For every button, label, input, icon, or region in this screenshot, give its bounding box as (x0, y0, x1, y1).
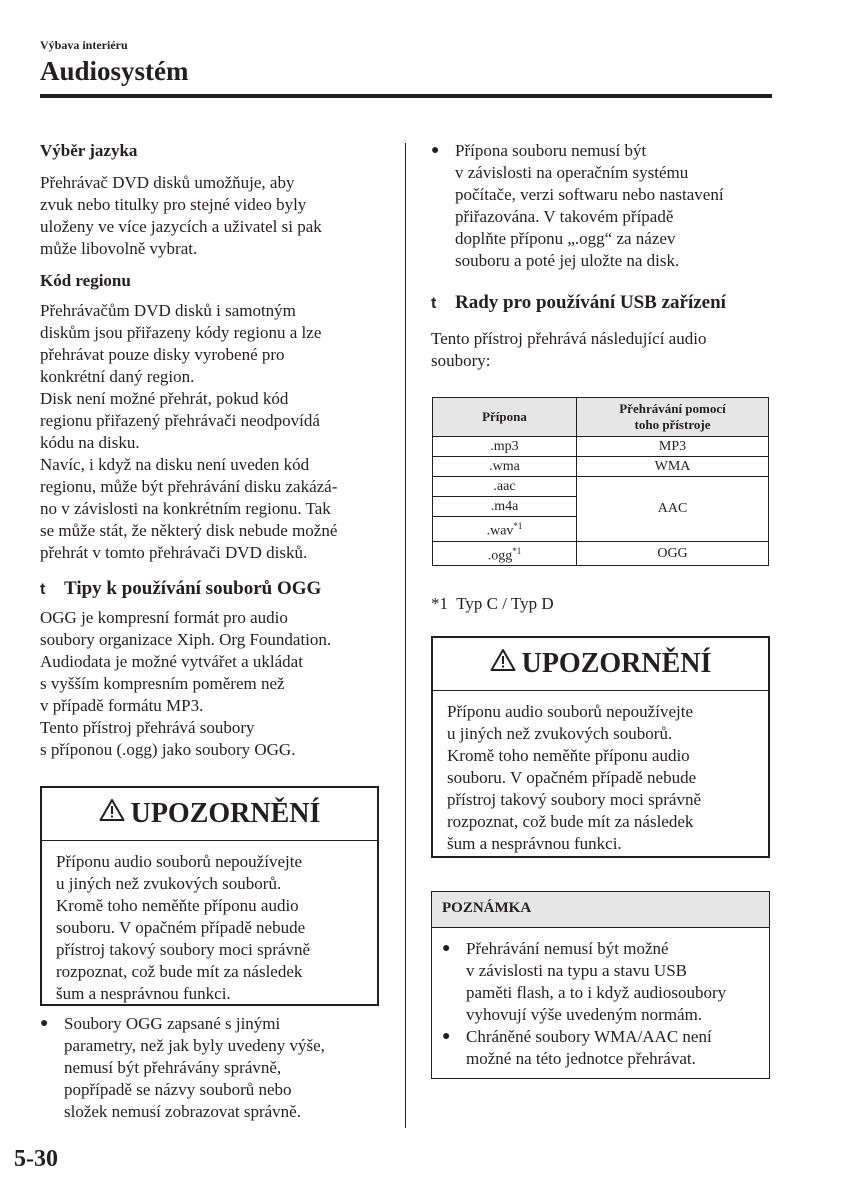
extension-bullet: ● Přípona souboru nemusí být v závislosti na operačním systému počítače, verzi softwaru nebo nastavení přiřazována. V takovém případě doplňte příponu „.ogg“ za název souboru a poté jej uložte na disk. (431, 141, 724, 270)
caution-box-right (431, 636, 770, 858)
table-row: .wma WMA (433, 457, 769, 477)
note-title: POZNÁMKA (432, 892, 769, 928)
table-footnote: *1 Typ C / Typ D (431, 594, 554, 613)
table-row: .wav$^{*1}$ (433, 517, 769, 542)
table-header-row (433, 398, 769, 437)
caution-header (433, 638, 768, 691)
table-header-extension: Přípona (433, 398, 577, 437)
region-heading: Kód regionu (40, 271, 131, 290)
caution-box-left (40, 786, 379, 1006)
page-number: 5-30 (14, 1146, 58, 1172)
caution-text: Příponu audio souborů nepoužívejte u jiných než zvukových souborů. Kromě toho neměňte příponu audio souboru. V opačném případě nebude přístroj takový soubory moci správně rozpoznat, což bude mít za následek šum a nesprávnou funkci. (56, 852, 311, 1003)
ogg-text: OGG je kompresní formát pro audio soubory organizace Xiph. Org Foundation. Audiodata je možné vytvářet a ukládat s vyšším kompresním poměrem než v případě formátu MP3. Tento přístroj přehrává soubory s příponou (.ogg) jako soubory OGG. (40, 608, 332, 759)
warning-triangle-icon (490, 648, 516, 680)
bullet-icon: ● (442, 941, 451, 956)
region-text: Přehrávačům DVD disků i samotným diskům jsou přiřazeny kódy regionu a lze přehrávat pouze disky vyrobené pro konkrétní daný region. Disk není možné přehrát, pokud kód regionu přiřazený přehrávači neodpovídá kódu na disku. Navíc, i když na disku není uveden kód regionu, může být přehrávání disku zakázá- no v závislosti na konkrétním regionu. Tak se může stát, že některý disk nebude možné přehrát v tomto přehrávači DVD disků. (40, 301, 338, 562)
caution-header (42, 788, 377, 841)
section-marker-icon: t (431, 295, 437, 312)
caution-title: UPOZORNĚNÍ (521, 648, 712, 679)
title-rule (40, 94, 772, 98)
table-row: .aac AAC (433, 477, 769, 497)
caution-text: Příponu audio souborů nepoužívejte u jiných než zvukových souborů. Kromě toho neměňte příponu audio souboru. V opačném případě nebude přístroj takový soubory moci správně rozpoznat, což bude mít za následek šum a nesprávnou funkci. (447, 702, 702, 853)
ogg-tips-heading: t Tipy k používání souborů OGG (40, 578, 322, 599)
bullet-icon: ● (40, 1016, 49, 1031)
usb-tips-heading: t Rady pro používání USB zařízení (431, 292, 726, 313)
language-text: Přehrávač DVD disků umožňuje, aby zvuk nebo titulky pro stejné video byly uloženy ve více jazycích a uživatel si pak může libovolně vybrat. (40, 173, 322, 258)
section-label: Výbava interiéru (40, 38, 128, 52)
table-row: .m4a (433, 497, 769, 517)
bullet-icon: ● (431, 143, 440, 158)
table-row: .mp3 MP3 (433, 437, 769, 457)
warning-triangle-icon (99, 798, 125, 830)
ogg-bullet: ● Soubory OGG zapsané s jinými parametry, než jak byly uvedeny výše, nemusí být přehrávány správně, popřípadě se názvy souborů nebo složek nemusí zobrazovat správně. (40, 1014, 325, 1121)
caution-title: UPOZORNĚNÍ (130, 798, 321, 829)
note-body (432, 928, 769, 1080)
column-divider (405, 143, 406, 1128)
section-marker-icon: t (40, 581, 46, 598)
format-table (432, 397, 769, 566)
table-row: .ogg$^{*1}$ OGG (433, 541, 769, 566)
language-heading: Výběr jazyka (40, 141, 138, 160)
usb-text: Tento přístroj přehrává následující audio soubory: (431, 329, 707, 370)
note-box (431, 891, 770, 1079)
note-bullet: ● Přehrávání nemusí být možné v závislosti na typu a stavu USB paměti flash, a to i když audiosoubory vyhovují výše uvedeným normám. (442, 939, 727, 1024)
table-header-playback: Přehrávání pomocí toho přístroje (577, 398, 769, 437)
note-bullet: ● Chráněné soubory WMA/AAC není možné na této jednotce přehrávat. (442, 1027, 712, 1068)
left-column (40, 140, 390, 761)
page-title: Audiosystém (40, 56, 189, 86)
bullet-icon: ● (442, 1029, 451, 1044)
